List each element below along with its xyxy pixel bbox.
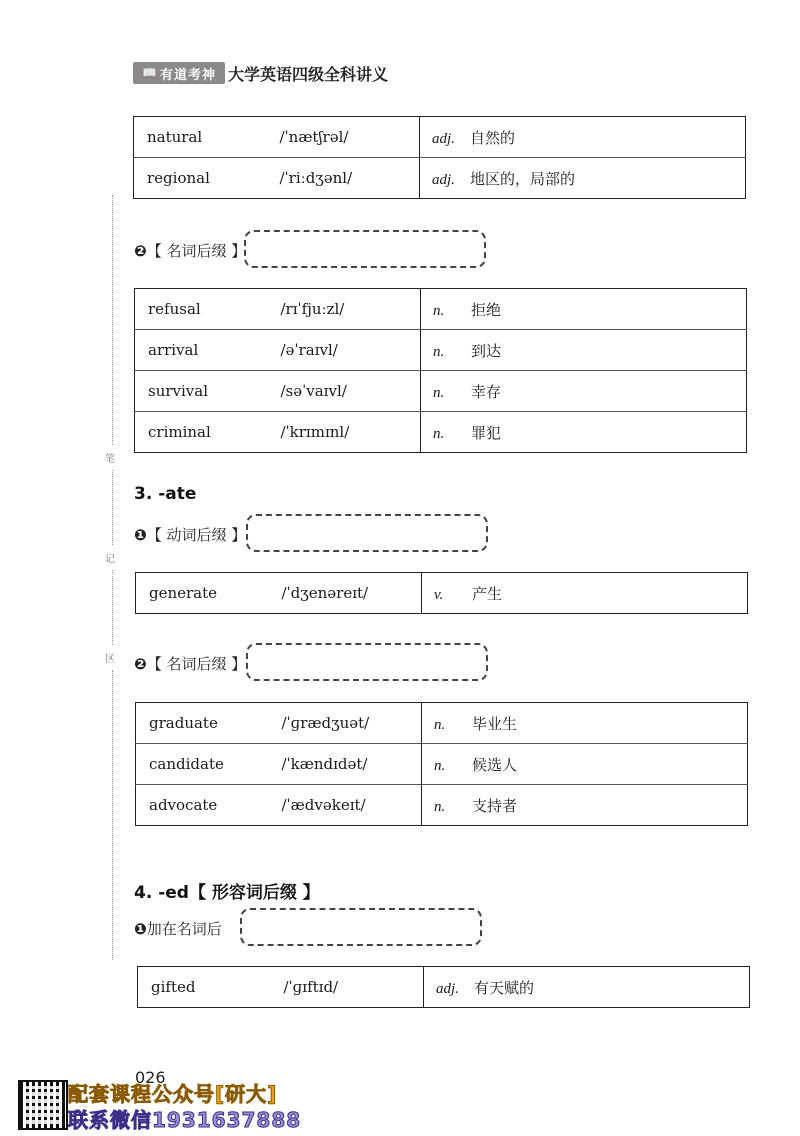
logo-text: 有道考神 xyxy=(159,67,216,83)
meaning-text: 自然的 xyxy=(470,128,516,147)
table-row xyxy=(135,330,747,371)
label-text: 【 名词后缀 】 xyxy=(146,242,247,260)
noun-suffix-label xyxy=(134,240,246,261)
word-cell: candidate xyxy=(136,744,282,785)
word-cell: survival xyxy=(135,371,281,412)
ipa-cell: /rɪˈfjuːzl/ xyxy=(280,300,345,318)
margin-label: 笔 xyxy=(105,454,115,465)
publisher-logo xyxy=(133,62,225,84)
meaning-text: 产生 xyxy=(472,584,503,603)
margin-dotted-line xyxy=(112,570,113,645)
table-row xyxy=(135,412,747,453)
meaning-cell xyxy=(421,412,747,453)
vocab-table-noun-2 xyxy=(135,702,748,826)
table-row xyxy=(136,744,748,785)
table-row xyxy=(136,573,748,614)
watermark-line: 配套课程公众号[研大] xyxy=(68,1082,278,1106)
meaning-cell xyxy=(420,158,746,199)
number-badge: ❶ xyxy=(134,526,147,544)
pos-label: n. xyxy=(433,343,445,360)
meaning-cell xyxy=(422,573,748,614)
ipa-cell: /ˈædvəkeɪt/ xyxy=(282,785,422,826)
meaning-text: 地区的，局部的 xyxy=(470,169,576,188)
margin-label: 记 xyxy=(105,554,115,565)
ipa-cell: /ˈdʒenəreɪt/ xyxy=(281,584,369,602)
book-icon: 📖 xyxy=(142,66,157,80)
page-number: 026 xyxy=(135,1068,166,1087)
fill-in-blank[interactable] xyxy=(246,514,488,552)
table-row xyxy=(134,117,746,158)
qr-code-icon xyxy=(18,1080,68,1130)
ed-suffix-label xyxy=(134,918,222,939)
pos-label: adj. xyxy=(436,980,459,997)
noun-suffix-label xyxy=(134,653,246,674)
table-row xyxy=(136,703,748,744)
meaning-text: 拒绝 xyxy=(471,300,502,319)
book-title: 大学英语四级全科讲义 xyxy=(228,65,389,84)
pos-label: n. xyxy=(433,384,445,401)
fill-in-blank[interactable] xyxy=(240,908,482,946)
vocab-table-adj xyxy=(133,116,746,199)
word-cell: graduate xyxy=(149,714,218,732)
table-row xyxy=(134,158,746,199)
margin-dotted-line xyxy=(112,670,113,960)
table-row xyxy=(135,289,747,330)
meaning-cell xyxy=(421,371,747,412)
meaning-cell xyxy=(422,744,748,785)
word-cell: criminal xyxy=(135,412,281,453)
meaning-text: 幸存 xyxy=(471,382,502,401)
word-cell: refusal xyxy=(148,300,201,318)
pos-label: n. xyxy=(434,798,446,815)
watermark-line: 联系微信1931637888 xyxy=(68,1108,302,1132)
word-cell: generate xyxy=(149,584,218,602)
table-row xyxy=(135,371,747,412)
meaning-text: 毕业生 xyxy=(472,714,518,733)
word-cell: advocate xyxy=(136,785,282,826)
section-heading: 4. -ed【 形容词后缀 】 xyxy=(134,883,320,903)
word-cell: gifted xyxy=(151,978,196,996)
margin-dotted-line xyxy=(112,470,113,545)
word-cell: regional xyxy=(134,158,280,199)
ipa-cell: /ˈnætʃrəl/ xyxy=(279,128,349,146)
pos-label: n. xyxy=(433,425,445,442)
ipa-cell: /əˈraɪvl/ xyxy=(281,330,421,371)
section-heading: 3. -ate xyxy=(134,484,197,504)
ipa-cell: /ˈkrɪmɪnl/ xyxy=(281,412,421,453)
pos-label: n. xyxy=(434,716,446,733)
ipa-cell: /ˈɡrædʒuət/ xyxy=(281,714,370,732)
word-cell: arrival xyxy=(135,330,281,371)
ipa-cell: /ˈkændɪdət/ xyxy=(282,744,422,785)
ipa-cell: /səˈvaɪvl/ xyxy=(281,371,421,412)
meaning-text: 候选人 xyxy=(472,755,518,774)
ipa-cell: /ˈriːdʒənl/ xyxy=(280,158,420,199)
meaning-text: 到达 xyxy=(471,341,502,360)
meaning-cell xyxy=(420,117,746,158)
meaning-text: 有天赋的 xyxy=(474,978,535,997)
table-row xyxy=(138,967,750,1008)
label-text: 加在名词后 xyxy=(146,920,222,938)
label-text: 【 动词后缀 】 xyxy=(146,526,247,544)
meaning-text: 罪犯 xyxy=(471,423,502,442)
number-badge: ❷ xyxy=(134,655,147,673)
verb-suffix-label xyxy=(134,524,246,545)
fill-in-blank[interactable] xyxy=(246,643,488,681)
margin-dotted-line xyxy=(112,195,113,445)
ipa-cell: /ˈɡɪftɪd/ xyxy=(283,978,339,996)
meaning-cell xyxy=(421,289,747,330)
number-badge: ❶ xyxy=(134,920,147,938)
pos-label: n. xyxy=(433,302,445,319)
margin-label: 区 xyxy=(105,654,115,665)
meaning-text: 支持者 xyxy=(472,796,518,815)
vocab-table-verb xyxy=(135,572,748,614)
meaning-cell xyxy=(422,703,748,744)
meaning-cell xyxy=(424,967,750,1008)
meaning-cell xyxy=(422,785,748,826)
pos-label: adj. xyxy=(432,130,455,147)
label-text: 【 名词后缀 】 xyxy=(146,655,247,673)
pos-label: adj. xyxy=(432,171,455,188)
meaning-cell xyxy=(421,330,747,371)
pos-label: v. xyxy=(434,586,444,603)
vocab-table-noun-1 xyxy=(134,288,747,453)
fill-in-blank[interactable] xyxy=(244,230,486,268)
word-cell: natural xyxy=(147,128,203,146)
table-row xyxy=(136,785,748,826)
vocab-table-ed xyxy=(137,966,750,1008)
number-badge: ❷ xyxy=(134,242,147,260)
pos-label: n. xyxy=(434,757,446,774)
